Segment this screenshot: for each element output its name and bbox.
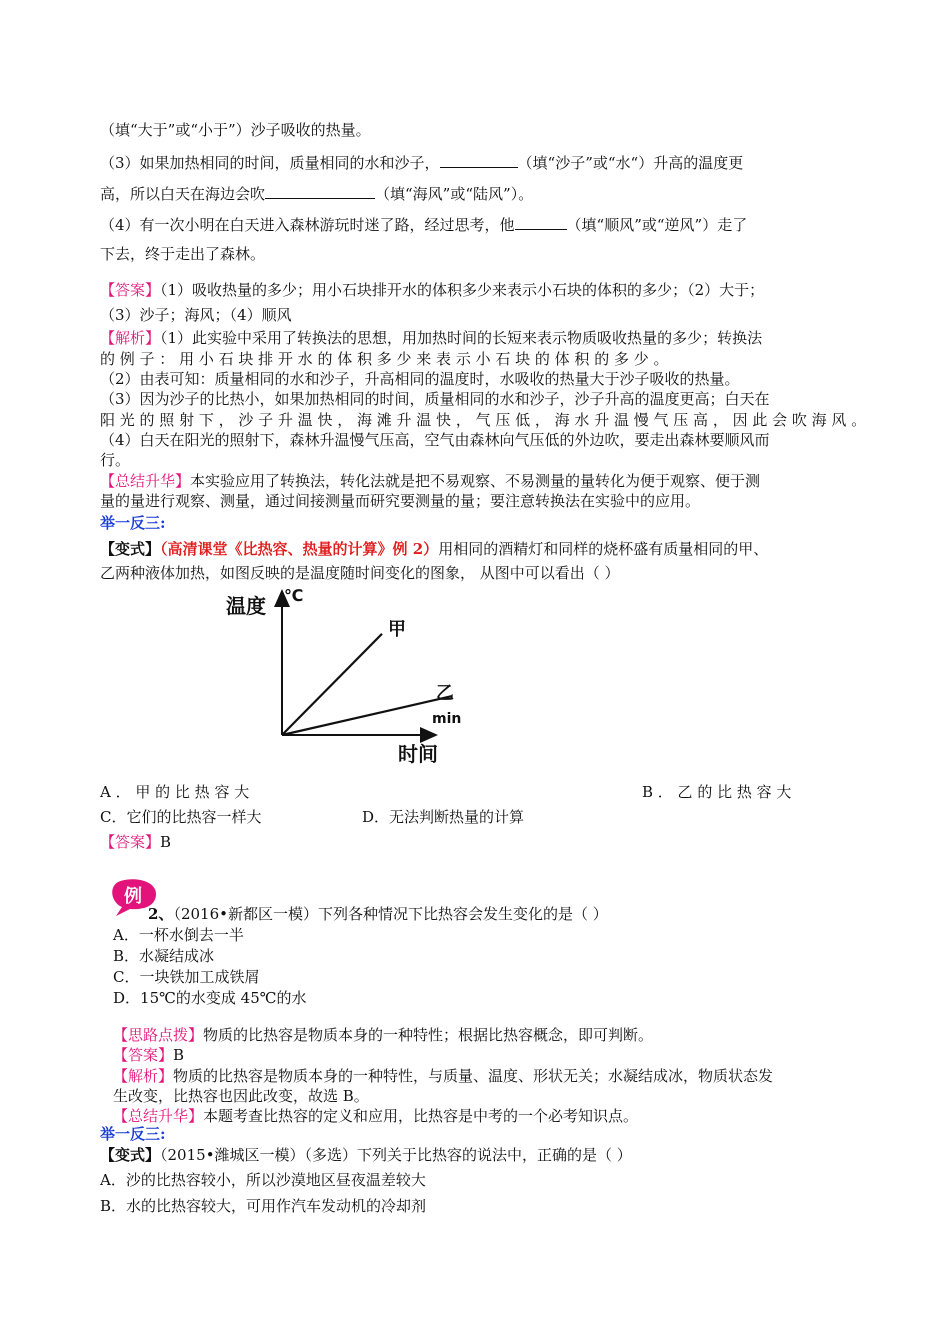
summary-2: 【总结升华】本题考查比热容的定义和应用，比热容是中考的一个必考知识点。 [113,1107,639,1125]
series-yi-line [282,696,452,735]
variant-2-option-b[interactable]: B．水的比热容较大，可用作汽车发动机的冷却剂 [100,1197,427,1215]
practice-heading-2: 举一反三: [100,1125,166,1143]
y-axis-unit: ℃ [284,586,304,605]
summary-1-line-1: 【总结升华】本实验应用了转换法，转化法就是把不易观察、不易测量的量转化为便于观察、便于测 [100,472,761,490]
fill-blank[interactable] [265,183,375,199]
analysis-1-line-3: （2）由表可知：质量相同的水和沙子，升高相同的温度时，水吸收的热量大于沙子吸收的热量。 [100,370,740,388]
series-jia-line [282,634,382,735]
series-jia-label: 甲 [388,619,406,640]
option-c[interactable]: C．它们的比热容一样大 [100,808,262,826]
variant-1-line-1: 【变式】（高清课堂《比热容、热量的计算》例 2）用相同的酒精灯和同样的烧杯盛有质量相同的甲、 [100,540,769,558]
fill-blank[interactable] [515,214,567,230]
x-axis-label: 时间 [398,742,438,766]
y-axis-label: 温度 [226,594,266,618]
analysis-1-line-5: 阳 光 的 照 射 下 ， 沙 子 升 温 快 ， 海 滩 升 温 快 ， 气 压 低 ， 海 水 升 温 慢 气 压 高 ， 因 此 会 吹 海 风 。 [100,411,867,429]
analysis-1-line-7: 行。 [100,451,131,469]
option-d[interactable]: D．无法判断热量的计算 [362,808,525,826]
analysis-tag: 【解析】 [100,329,161,347]
variant-tag: 【变式】 [100,540,161,558]
summary-tag: 【总结升华】 [100,472,191,490]
question-3-line-2: 高，所以白天在海边会吹 （填“海风”或“陆风”）。 [100,185,534,203]
example-2-option-b[interactable]: B．水凝结成冰 [113,947,215,965]
example-badge-label: 例 [124,886,142,907]
option-b[interactable]: B ． 乙 的 比 热 容 大 [642,783,792,801]
analysis-2-line-1: 【解析】物质的比热容是物质本身的一种特性，与质量、温度、形状无关；水凝结成冰，物质状态发 [113,1067,774,1085]
answer-1-line-1: 【答案】（1）吸收热量的多少；用小石块排开水的体积多少来表示小石块的体积的多少；（2）大于； [100,281,765,299]
variant-1-line-2: 乙两种液体加热，如图反映的是温度随时间变化的图象， 从图中可以看出（ ） [100,564,620,582]
fill-blank[interactable] [440,152,518,168]
answer-2: 【答案】B [113,1046,185,1064]
summary-1-line-2: 量的量进行观察、测量，通过间接测量而研究要测量的量；要注意转换法在实验中的应用。 [100,492,701,510]
question-4-line-2: 下去，终于走出了森林。 [100,245,266,263]
option-a[interactable]: A ． 甲 的 比 热 容 大 [100,783,250,801]
temperature-time-graph [220,585,480,775]
example-2-stem: 2、（2016•新都区一模）下列各种情况下比热容会发生变化的是（ ） [148,905,608,923]
variant-2-option-a[interactable]: A．沙的比热容较小，所以沙漠地区昼夜温差较大 [100,1171,426,1189]
answer-1-line-2: （3）沙子；海风；（4）顺风 [100,306,292,324]
practice-heading: 举一反三: [100,514,166,532]
example-2-option-d[interactable]: D．15℃的水变成 45℃的水 [113,989,307,1007]
variant-source: （高清课堂《比热容、热量的计算》例 2） [160,540,439,558]
hint-2: 【思路点拨】物质的比热容是物质本身的一种特性；根据比热容概念，即可判断。 [113,1026,654,1044]
x-axis-unit: min [432,711,462,727]
answer-tag: 【答案】 [100,281,161,299]
text-line: （填“大于”或“小于”）沙子吸收的热量。 [100,121,371,139]
series-yi-label: 乙 [436,683,454,704]
analysis-2-line-2: 生改变，比热容也因此改变，故选 B。 [113,1087,369,1105]
answer-variant-1: 【答案】B [100,833,172,851]
question-3-line-1: （3）如果加热相同的时间，质量相同的水和沙子， （填“沙子”或“水“）升高的温度更 [100,154,744,172]
analysis-1-line-4: （3）因为沙子的比热小，如果加热相同的时间，质量相同的水和沙子，沙子升高的温度更高；白天在 [100,390,770,408]
analysis-1-line-2: 的 例 子 ： 用 小 石 块 排 开 水 的 体 积 多 少 来 表 示 小 石 块 的 体 积 的 多 少 。 [100,350,669,368]
example-2-option-a[interactable]: A．一杯水倒去一半 [113,926,244,944]
example-2-option-c[interactable]: C．一块铁加工成铁屑 [113,968,260,986]
analysis-1-line-1: 【解析】（1）此实验中采用了转换法的思想，用加热时间的长短来表示物质吸收热量的多少；转换法 [100,329,763,347]
analysis-1-line-6: （4）白天在阳光的照射下，森林升温慢气压高，空气由森林向气压低的外边吹，要走出森林要顺风而 [100,431,770,449]
variant-2-stem: 【变式】（2015•潍城区一模）（多选）下列关于比热容的说法中，正确的是（ ） [100,1146,632,1164]
question-4-line-1: （4）有一次小明在白天进入森林游玩时迷了路，经过思考，他 （填“顺风”或“逆风”）走了 [100,216,748,234]
